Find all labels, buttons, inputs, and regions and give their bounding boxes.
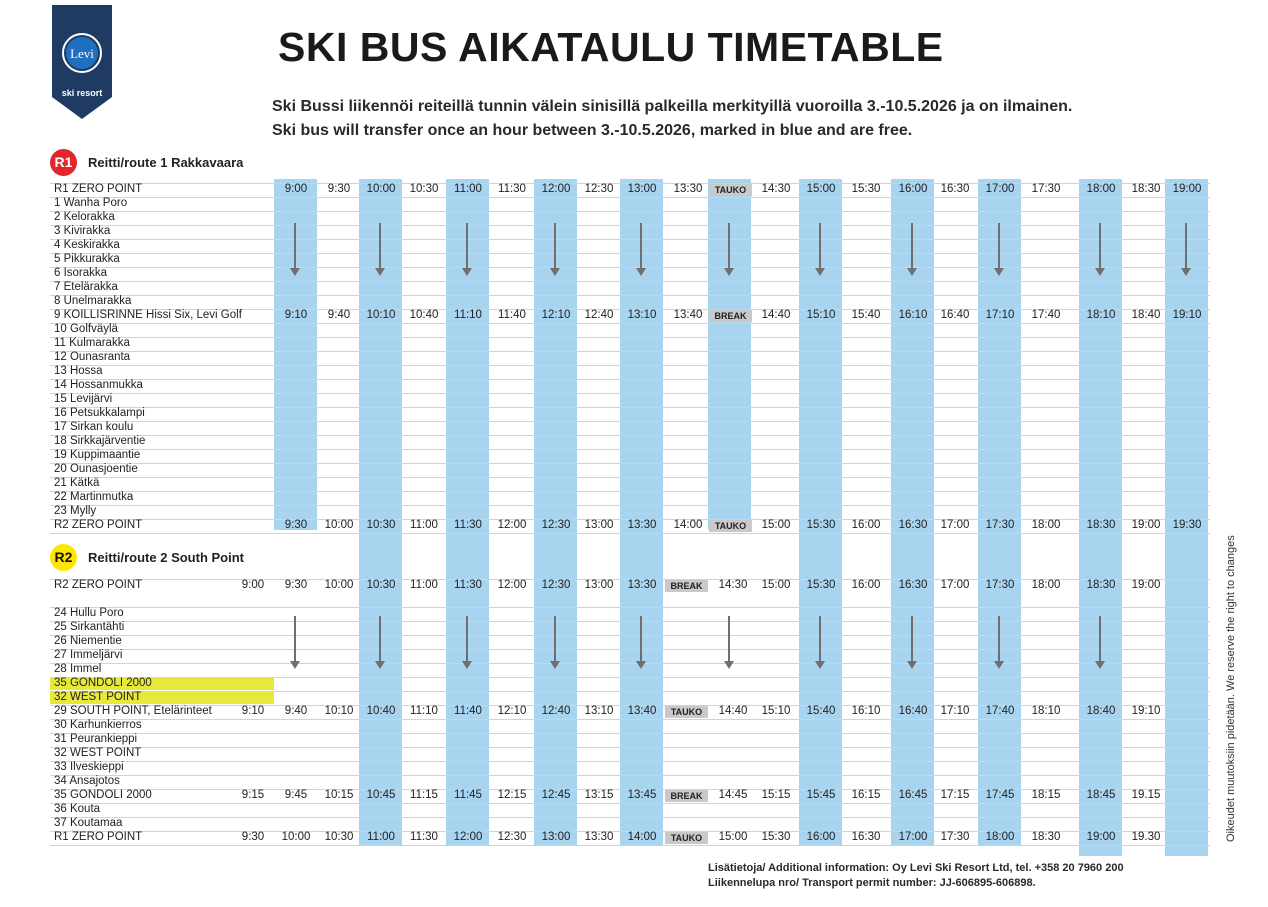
departure-time: 13:30 — [627, 579, 657, 591]
departure-time: 15:00 — [761, 579, 791, 591]
departure-time: 18:30 — [1031, 831, 1061, 843]
departure-time: 17:00 — [898, 831, 928, 843]
svg-text:Levi: Levi — [70, 46, 94, 61]
row-divider — [50, 449, 1210, 450]
row-divider — [50, 379, 1210, 380]
stop-name: 20 Ounasjoentie — [54, 463, 138, 475]
departure-time: 10:30 — [409, 183, 439, 195]
row-divider — [50, 621, 1210, 622]
row-divider — [50, 281, 1210, 282]
break-label: BREAK — [709, 310, 752, 322]
departure-time: 9:40 — [284, 705, 308, 717]
departure-time: 13:30 — [627, 519, 657, 531]
break-label: TAUKO — [709, 520, 752, 532]
stop-name: 26 Niementie — [54, 635, 122, 647]
departure-time: 13:30 — [584, 831, 614, 843]
stop-name: 27 Immeljärvi — [54, 649, 123, 661]
departure-time: 13:45 — [627, 789, 657, 801]
row-divider — [50, 533, 1210, 534]
departure-time: 14:40 — [761, 309, 791, 321]
stop-name: 4 Keskirakka — [54, 239, 120, 251]
blue-bar — [446, 179, 489, 845]
row-divider — [50, 477, 1210, 478]
route2-name: Reitti/route 2 South Point — [88, 550, 244, 565]
departure-time: 18:00 — [1031, 579, 1061, 591]
route1-name: Reitti/route 1 Rakkavaara — [88, 155, 244, 170]
row-divider — [50, 733, 1210, 734]
levi-logo — [52, 5, 112, 120]
stop-name: 21 Kätkä — [54, 477, 100, 489]
departure-time: 15:45 — [806, 789, 836, 801]
stop-name: 5 Pikkurakka — [54, 253, 120, 265]
departure-time: 16:10 — [898, 309, 928, 321]
departure-time: 12:45 — [541, 789, 571, 801]
row-divider — [50, 803, 1210, 804]
departure-time: 14:30 — [761, 183, 791, 195]
departure-time: 19:30 — [1172, 519, 1202, 531]
down-arrow — [640, 616, 642, 662]
departure-time: 9:30 — [241, 831, 265, 843]
departure-time: 12:40 — [584, 309, 614, 321]
row-divider — [50, 663, 1210, 664]
departure-time: 11:10 — [410, 705, 438, 717]
departure-time: 17:30 — [940, 831, 970, 843]
break-label: BREAK — [665, 790, 708, 802]
departure-time: 16:40 — [940, 309, 970, 321]
down-arrow — [466, 616, 468, 662]
row-divider — [50, 649, 1210, 650]
departure-time: 18:10 — [1086, 309, 1116, 321]
departure-time: 18:45 — [1086, 789, 1116, 801]
down-arrow — [728, 616, 730, 662]
departure-time: 16:00 — [851, 579, 881, 591]
departure-time: 13:40 — [627, 705, 657, 717]
departure-time: 18:00 — [1086, 183, 1116, 195]
departure-time: 9:10 — [241, 705, 265, 717]
departure-time: 15:00 — [806, 183, 836, 195]
departure-time: 10:45 — [366, 789, 396, 801]
departure-time: 15:40 — [851, 309, 881, 321]
blue-bar — [978, 179, 1021, 845]
stop-name: 15 Levijärvi — [54, 393, 113, 405]
intro-text — [272, 95, 1072, 143]
row-divider — [50, 225, 1210, 226]
stop-name: 10 Golfväylä — [54, 323, 118, 335]
footer-permit: Liikennelupa nro/ Transport permit number: JJ-606895-606898. — [708, 877, 1036, 889]
stop-name: 2 Kelorakka — [54, 211, 115, 223]
down-arrow — [466, 223, 468, 269]
down-arrow — [294, 616, 296, 662]
stop-name: R2 ZERO POINT — [54, 519, 143, 531]
stop-name: 35 GONDOLI 2000 — [54, 789, 152, 801]
departure-time: 19:00 — [1086, 831, 1116, 843]
departure-time: 13:15 — [584, 789, 614, 801]
departure-time: 9:30 — [327, 183, 351, 195]
departure-time: 12:00 — [497, 579, 527, 591]
row-divider — [50, 197, 1210, 198]
stop-name: 31 Peurankieppi — [54, 733, 138, 745]
departure-time: 11:00 — [367, 831, 395, 843]
stop-name: R2 ZERO POINT — [54, 579, 143, 591]
departure-time: 15:40 — [806, 705, 836, 717]
down-arrow — [554, 616, 556, 662]
departure-time: 18:10 — [1031, 705, 1061, 717]
down-arrow — [379, 223, 381, 269]
break-label: TAUKO — [665, 832, 708, 844]
row-divider — [50, 761, 1210, 762]
stop-name: 34 Ansajotos — [54, 775, 120, 787]
departure-time: 16:00 — [806, 831, 836, 843]
row-divider — [50, 607, 1210, 608]
departure-time: 17:30 — [985, 519, 1015, 531]
departure-time: 17:40 — [1031, 309, 1061, 321]
departure-time: 17:10 — [985, 309, 1015, 321]
departure-time: 17:30 — [985, 579, 1015, 591]
down-arrow — [294, 223, 296, 269]
row-divider — [50, 351, 1210, 352]
intro-line-en: Ski bus will transfer once an hour between 3.-10.5.2026, marked in blue and are free. — [272, 122, 913, 139]
row-divider — [50, 845, 1210, 846]
departure-time: 16:30 — [898, 519, 928, 531]
departure-time: 15:00 — [718, 831, 748, 843]
departure-time: 16:00 — [898, 183, 928, 195]
down-arrow — [998, 616, 1000, 662]
stop-name: 32 WEST POINT — [54, 747, 142, 759]
stop-name: 17 Sirkan koulu — [54, 421, 134, 433]
departure-time: 18:00 — [1031, 519, 1061, 531]
departure-time: 14:45 — [718, 789, 748, 801]
down-arrow — [1099, 223, 1101, 269]
departure-time: 11:45 — [454, 789, 482, 801]
departure-time: 10:00 — [281, 831, 311, 843]
down-arrow — [379, 616, 381, 662]
departure-time: 11:30 — [454, 519, 482, 531]
departure-time: 10:30 — [366, 579, 396, 591]
departure-time: 10:10 — [324, 705, 354, 717]
row-divider — [50, 267, 1210, 268]
departure-time: 15:10 — [761, 705, 791, 717]
row-divider — [50, 635, 1210, 636]
departure-time: 15:15 — [761, 789, 791, 801]
row-divider — [50, 253, 1210, 254]
departure-time: 12:30 — [541, 579, 571, 591]
down-arrow — [911, 223, 913, 269]
stop-name: 23 Mylly — [54, 505, 97, 517]
departure-time: 17:00 — [985, 183, 1015, 195]
row-divider — [50, 719, 1210, 720]
blue-bar — [891, 179, 934, 845]
departure-time: 13:00 — [584, 579, 614, 591]
stop-name: 18 Sirkkajärventie — [54, 435, 146, 447]
departure-time: 9:00 — [284, 183, 308, 195]
departure-time: 18:30 — [1086, 579, 1116, 591]
row-divider — [50, 323, 1210, 324]
blue-bar — [359, 179, 402, 845]
stop-name: 35 GONDOLI 2000 — [54, 677, 152, 689]
departure-time: 19.30 — [1131, 831, 1161, 843]
departure-time: 13:00 — [627, 183, 657, 195]
departure-time: 9:00 — [241, 579, 265, 591]
departure-time: 10:00 — [324, 519, 354, 531]
stop-name: 30 Karhunkierros — [54, 719, 142, 731]
stop-name: 1 Wanha Poro — [54, 197, 128, 209]
departure-time: 12:30 — [584, 183, 614, 195]
departure-time: 11:30 — [498, 183, 526, 195]
departure-time: 18:40 — [1131, 309, 1161, 321]
departure-time: 10:30 — [324, 831, 354, 843]
svg-text:ski resort: ski resort — [61, 88, 103, 98]
departure-time: 13:40 — [673, 309, 703, 321]
departure-time: 13:30 — [673, 183, 703, 195]
break-label: BREAK — [665, 580, 708, 592]
departure-time: 18:30 — [1131, 183, 1161, 195]
break-label: TAUKO — [665, 706, 708, 718]
departure-time: 9:30 — [284, 579, 308, 591]
stop-name: 11 Kulmarakka — [54, 337, 130, 349]
departure-time: 12:00 — [541, 183, 571, 195]
departure-time: 15:10 — [806, 309, 836, 321]
departure-time: 17:10 — [940, 705, 970, 717]
departure-time: 17:30 — [1031, 183, 1061, 195]
departure-time: 11:00 — [410, 519, 438, 531]
stop-name: 32 WEST POINT — [54, 691, 142, 703]
departure-time: 11:40 — [498, 309, 526, 321]
stop-name: 33 Ilveskieppi — [54, 761, 124, 773]
departure-time: 10:40 — [366, 705, 396, 717]
departure-time: 11:15 — [410, 789, 438, 801]
departure-time: 19:00 — [1172, 183, 1202, 195]
row-divider — [50, 435, 1210, 436]
route1-badge: R1 — [50, 149, 77, 176]
departure-time: 16:45 — [898, 789, 928, 801]
footer-contact: Lisätietoja/ Additional information: Oy Levi Ski Resort Ltd, tel. +358 20 7960 200 — [708, 862, 1124, 874]
side-note: Oikeudet muutoksiin pidetään. We reserve the right to changes — [1225, 535, 1237, 842]
departure-time: 9:10 — [284, 309, 308, 321]
departure-time: 19:00 — [1131, 579, 1161, 591]
departure-time: 13:00 — [541, 831, 571, 843]
departure-time: 16:15 — [851, 789, 881, 801]
departure-time: 16:00 — [851, 519, 881, 531]
departure-time: 9:45 — [284, 789, 308, 801]
departure-time: 11:30 — [410, 831, 438, 843]
stop-name: 14 Hossanmukka — [54, 379, 143, 391]
break-label: TAUKO — [709, 184, 752, 196]
departure-time: 10:00 — [366, 183, 396, 195]
stop-name: 12 Ounasranta — [54, 351, 131, 363]
row-divider — [50, 211, 1210, 212]
stop-name: 7 Etelärakka — [54, 281, 118, 293]
stop-name: 8 Unelmarakka — [54, 295, 132, 307]
row-divider — [50, 463, 1210, 464]
down-arrow — [819, 223, 821, 269]
row-divider — [50, 421, 1210, 422]
departure-time: 16:30 — [898, 579, 928, 591]
departure-time: 17:45 — [985, 789, 1015, 801]
down-arrow — [728, 223, 730, 269]
row-divider — [50, 775, 1210, 776]
departure-time: 16:30 — [851, 831, 881, 843]
departure-time: 10:40 — [409, 309, 439, 321]
stop-name: 37 Koutamaa — [54, 817, 123, 829]
departure-time: 12:10 — [497, 705, 527, 717]
stop-name: 22 Martinmutka — [54, 491, 134, 503]
down-arrow — [640, 223, 642, 269]
blue-bar — [534, 179, 577, 845]
departure-time: 12:15 — [497, 789, 527, 801]
departure-time: 16:10 — [851, 705, 881, 717]
departure-time: 10:30 — [366, 519, 396, 531]
departure-time: 10:00 — [324, 579, 354, 591]
stop-name: R1 ZERO POINT — [54, 831, 143, 843]
stop-name: 28 Immel — [54, 663, 102, 675]
departure-time: 11:40 — [454, 705, 482, 717]
down-arrow — [998, 223, 1000, 269]
departure-time: 15:30 — [806, 579, 836, 591]
stop-name: 19 Kuppimaantie — [54, 449, 141, 461]
down-arrow — [554, 223, 556, 269]
route2-badge: R2 — [50, 544, 77, 571]
departure-time: 18:30 — [1086, 519, 1116, 531]
intro-line-fi: Ski Bussi liikennöi reiteillä tunnin välein sinisillä palkeilla merkityillä vuoroilla 3.-10.5.2026 ja on ilmainen. — [272, 98, 1073, 115]
departure-time: 13:00 — [584, 519, 614, 531]
departure-time: 13:10 — [584, 705, 614, 717]
row-divider — [50, 393, 1210, 394]
stop-name: 3 Kivirakka — [54, 225, 111, 237]
departure-time: 12:10 — [541, 309, 571, 321]
departure-time: 11:10 — [454, 309, 482, 321]
blue-bar — [799, 179, 842, 845]
row-divider — [50, 337, 1210, 338]
departure-time: 11:30 — [454, 579, 482, 591]
row-divider — [50, 239, 1210, 240]
departure-time: 15:30 — [806, 519, 836, 531]
row-divider — [50, 491, 1210, 492]
stop-name: 36 Kouta — [54, 803, 101, 815]
row-divider — [50, 747, 1210, 748]
departure-time: 19:00 — [1131, 519, 1161, 531]
stop-name: 25 Sirkantähti — [54, 621, 125, 633]
departure-time: 14:00 — [673, 519, 703, 531]
stop-name: 24 Hullu Poro — [54, 607, 124, 619]
departure-time: 12:30 — [497, 831, 527, 843]
departure-time: 17:40 — [985, 705, 1015, 717]
departure-time: 16:30 — [940, 183, 970, 195]
departure-time: 11:00 — [410, 579, 438, 591]
stop-name: 13 Hossa — [54, 365, 103, 377]
departure-time: 16:40 — [898, 705, 928, 717]
departure-time: 14:40 — [718, 705, 748, 717]
departure-time: 17:00 — [940, 519, 970, 531]
departure-time: 14:30 — [718, 579, 748, 591]
departure-time: 14:00 — [627, 831, 657, 843]
departure-time: 15:00 — [761, 519, 791, 531]
row-divider — [50, 407, 1210, 408]
departure-time: 9:40 — [327, 309, 351, 321]
blue-bar — [620, 179, 663, 845]
down-arrow — [1099, 616, 1101, 662]
departure-time: 12:40 — [541, 705, 571, 717]
departure-time: 13:10 — [627, 309, 657, 321]
departure-time: 17:00 — [940, 579, 970, 591]
departure-time: 15:30 — [851, 183, 881, 195]
departure-time: 10:15 — [324, 789, 354, 801]
stop-name: 6 Isorakka — [54, 267, 108, 279]
departure-time: 11:00 — [454, 183, 482, 195]
stop-name: 16 Petsukkalampi — [54, 407, 145, 419]
footer — [708, 861, 1124, 891]
departure-time: 9:15 — [241, 789, 265, 801]
departure-time: 18:15 — [1031, 789, 1061, 801]
row-divider — [50, 817, 1210, 818]
departure-time: 15:30 — [761, 831, 791, 843]
down-arrow — [1185, 223, 1187, 269]
departure-time: 18:00 — [985, 831, 1015, 843]
departure-time: 12:30 — [541, 519, 571, 531]
departure-time: 18:40 — [1086, 705, 1116, 717]
page-title: SKI BUS AIKATAULU TIMETABLE — [278, 24, 944, 70]
row-divider — [50, 505, 1210, 506]
stop-name: 29 SOUTH POINT, Etelärinteet — [54, 705, 212, 717]
departure-time: 12:00 — [497, 519, 527, 531]
departure-time: 17:15 — [940, 789, 970, 801]
down-arrow — [911, 616, 913, 662]
departure-time: 19:10 — [1131, 705, 1161, 717]
down-arrow — [819, 616, 821, 662]
row-divider — [50, 365, 1210, 366]
row-divider — [50, 295, 1210, 296]
departure-time: 12:00 — [453, 831, 483, 843]
stop-name: R1 ZERO POINT — [54, 183, 143, 195]
departure-time: 9:30 — [284, 519, 308, 531]
departure-time: 19.15 — [1131, 789, 1161, 801]
stop-name: 9 KOILLISRINNE Hissi Six, Levi Golf — [54, 309, 242, 321]
departure-time: 10:10 — [366, 309, 396, 321]
departure-time: 19:10 — [1172, 309, 1202, 321]
